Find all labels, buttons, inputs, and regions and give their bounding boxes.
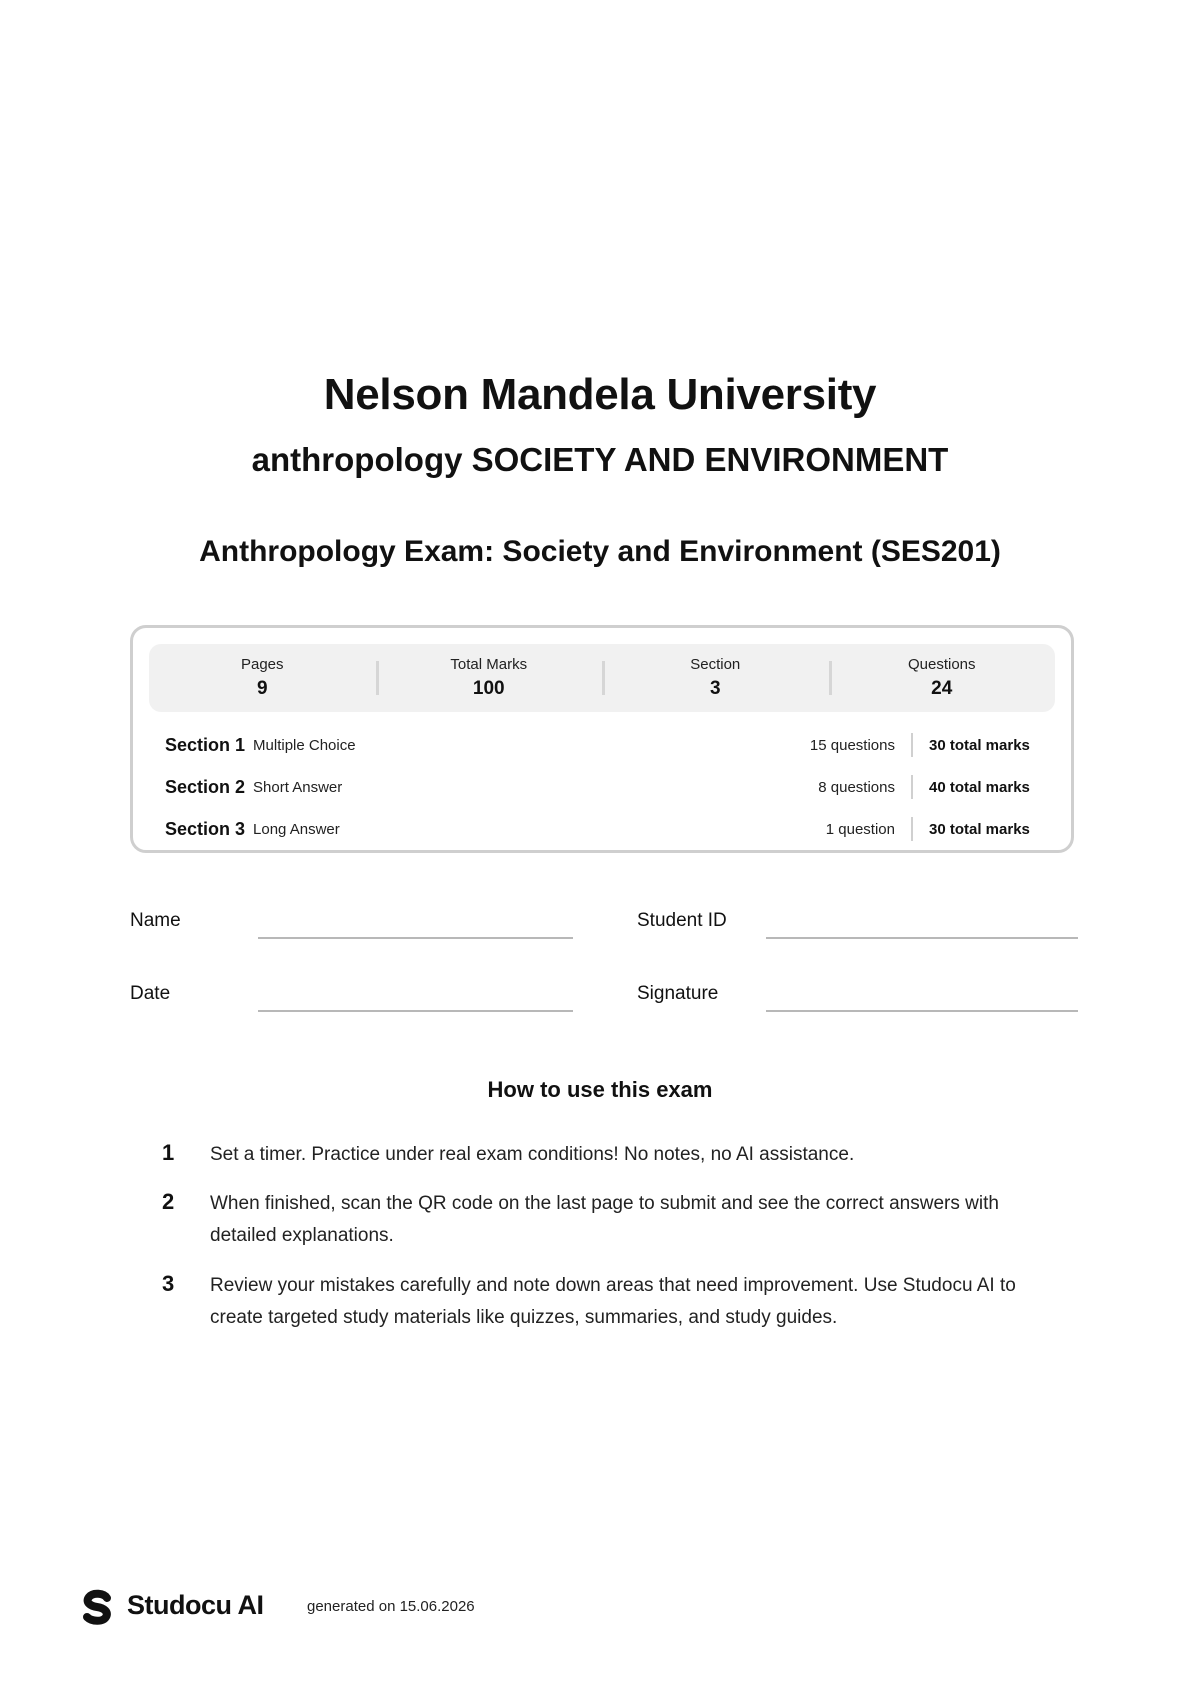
section-type: Short Answer [253, 778, 343, 796]
section-marks: 30 total marks [929, 736, 1030, 754]
section-name: Section 1 [165, 734, 246, 755]
section-name: Section 3 [165, 818, 246, 839]
stat-sections [602, 644, 829, 712]
section-question-count: 1 question [825, 820, 895, 838]
student-id-label: Student ID [637, 910, 727, 931]
section-row-3 [165, 815, 1045, 843]
stat-value: 9 [256, 678, 268, 699]
university-title: Nelson Mandela University [323, 370, 877, 419]
date-field[interactable] [258, 1010, 573, 1012]
stat-label: Questions [907, 656, 976, 673]
divider [911, 733, 913, 757]
stat-value: 100 [472, 678, 505, 699]
instruction-step-1 [162, 1139, 1062, 1171]
stat-pages [149, 644, 376, 712]
footer-brand: Studocu AI [127, 1590, 264, 1620]
signature-field[interactable] [766, 1010, 1078, 1012]
generated-date: generated on 15.06.2026 [307, 1598, 475, 1615]
exam-title: Anthropology Exam: Society and Environment (SES201) [199, 535, 1001, 568]
section-type: Long Answer [253, 820, 340, 838]
step-number: 3 [162, 1271, 175, 1296]
section-marks: 30 total marks [929, 820, 1030, 838]
name-field[interactable] [258, 937, 573, 939]
section-type: Multiple Choice [253, 736, 356, 754]
step-text: Set a timer. Practice under real exam conditions! No notes, no AI assistance. [210, 1144, 855, 1165]
section-name: Section 2 [165, 776, 246, 797]
divider [911, 817, 913, 841]
exam-summary-card [130, 625, 1074, 853]
stat-total-marks [376, 644, 603, 712]
section-row-2 [165, 773, 1045, 801]
studocu-logo-icon [78, 1588, 116, 1626]
course-subtitle: anthropology SOCIETY AND ENVIRONMENT [251, 441, 949, 478]
instruction-step-2 [162, 1188, 1062, 1252]
stat-value: 3 [709, 678, 721, 699]
signature-label: Signature [637, 983, 719, 1004]
stat-value: 24 [931, 678, 953, 699]
stat-label: Pages [240, 656, 284, 673]
stat-label: Total Marks [450, 656, 528, 673]
stat-label: Section [690, 656, 741, 673]
section-question-count: 8 questions [818, 778, 895, 796]
exam-stats-bar [149, 644, 1055, 712]
stat-questions [829, 644, 1056, 712]
step-text: When finished, scan the QR code on the last page to submit and see the correct answers with detailed explanations. [210, 1193, 999, 1246]
step-number: 1 [162, 1140, 175, 1165]
student-id-field[interactable] [766, 937, 1078, 939]
section-row-1 [165, 731, 1045, 759]
divider [911, 775, 913, 799]
step-text: Review your mistakes carefully and note down areas that need improvement. Use Studocu AI to create targeted study materials like quizzes, summaries, and study guides. [210, 1275, 1016, 1328]
section-question-count: 15 questions [809, 736, 895, 754]
step-number: 2 [162, 1189, 175, 1214]
name-label: Name [130, 910, 181, 931]
instructions-heading: How to use this exam [487, 1077, 713, 1102]
section-marks: 40 total marks [929, 778, 1030, 796]
instruction-step-3 [162, 1270, 1062, 1334]
date-label: Date [130, 983, 171, 1004]
